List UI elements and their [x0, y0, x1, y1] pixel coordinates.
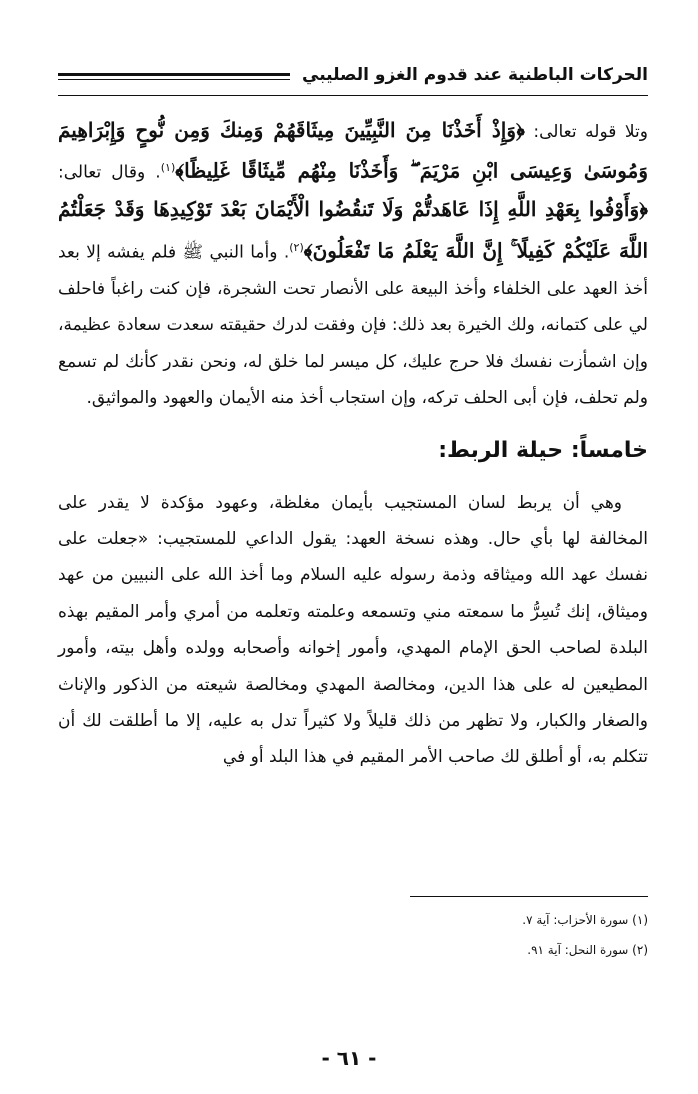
paragraph-1-intro: وتلا قوله تعالى: — [524, 122, 648, 142]
footnote-ref-1: (١) — [160, 161, 176, 175]
paragraph-1 — [58, 112, 648, 417]
footnote-ref-2: (٢) — [289, 240, 304, 254]
section-heading: خامساً: حيلة الربط: — [438, 437, 648, 463]
header-underline — [58, 95, 648, 96]
footnotes — [58, 905, 648, 965]
footnote-separator — [410, 896, 648, 897]
main-text — [58, 112, 648, 776]
paragraph-2: وهي أن يربط لسان المستجيب بأيمان مغلظة، وعهود مؤكدة لا يقدر على المخالفة لها بأي حال. وهذه نسخة العهد: يقول الداعي للمستجيب: «جعلت على نفسك عهد الله وميثاقه وذمة رسوله عليه السلام وما أخذ الله على النبيين من عهد وميثاق، إنك تُسِرُّ ما سمعته مني وتسمعه وعلمته وتعلمه من أمري وأمر المقيم بهذه البلدة لصاحب الحق الإمام المهدي، وأمور إخوانه وأصحابه وولده وأهل بيته، وأمور المطيعين له على هذا الدين، ومخالصة المهدي ومخالصة شيعته من الذكور والإناث والصغار والكبار، ولا تظهر من ذلك قليلاً ولا كثيراً تدل به عليه، إلا ما أطلقت لك أن تتكلم به، أو أطلق لك صاحب الأمر المقيم في هذا البلد أو في — [58, 492, 648, 768]
footnote-1: (١) سورة الأحزاب: آية ٧. — [522, 913, 648, 927]
quran-verse-1: ﴿وَإِذْ أَخَذْنَا مِنَ النَّبِيِّينَ مِيثَاقَهُمْ وَمِنكَ وَمِن نُّوحٍ وَإِبْرَاهِيمَ وَمُوسَىٰ وَعِيسَى ابْنِ مَرْيَمَ ۖ وَأَخَذْنَا مِنْهُم مِّيثَاقًا غَلِيظًا﴾ — [58, 118, 648, 184]
paragraph-1-body: . وأما النبي ﷺ فلم يفشه إلا بعد أخذ العهد على الخلفاء وأخذ البيعة على الأنصار تحت الشجرة، فإن كنت راغباً فاحلف لي على كتمانه، ولك الخيرة بعد ذلك: فإن وفقت لدرك حقيقته سعدت سعادة عظيمة، وإن اشمأزت نفسك فلا حرج عليك، كل ميسر لما خلق له، ونحن نقدر كأنك لم تسمع ولم تحلف، فإن أبى الحلف تركه، وإن استجاب أخذ منه الأيمان والعهود والمواثيق. — [58, 242, 648, 409]
header-double-rule — [58, 73, 290, 80]
paragraph-1-middle: . وقال تعالى: — [58, 163, 161, 184]
running-header — [58, 58, 648, 92]
footnote-2: (٢) سورة النحل: آية ٩١. — [527, 943, 648, 957]
quran-verse-2: ﴿وَأَوْفُوا بِعَهْدِ اللَّهِ إِذَا عَاهَدتُّمْ وَلَا تَنقُضُوا الْأَيْمَانَ بَعْدَ تَوْكِيدِهَا وَقَدْ جَعَلْتُمُ اللَّهَ عَلَيْكُمْ كَفِيلًا ۚ إِنَّ اللَّهَ يَعْلَمُ مَا تَفْعَلُونَ﴾ — [58, 197, 649, 263]
header-title: الحركات الباطنية عند قدوم الغزو الصليبي — [302, 65, 648, 85]
page-number: - ٦١ - — [321, 1046, 377, 1070]
